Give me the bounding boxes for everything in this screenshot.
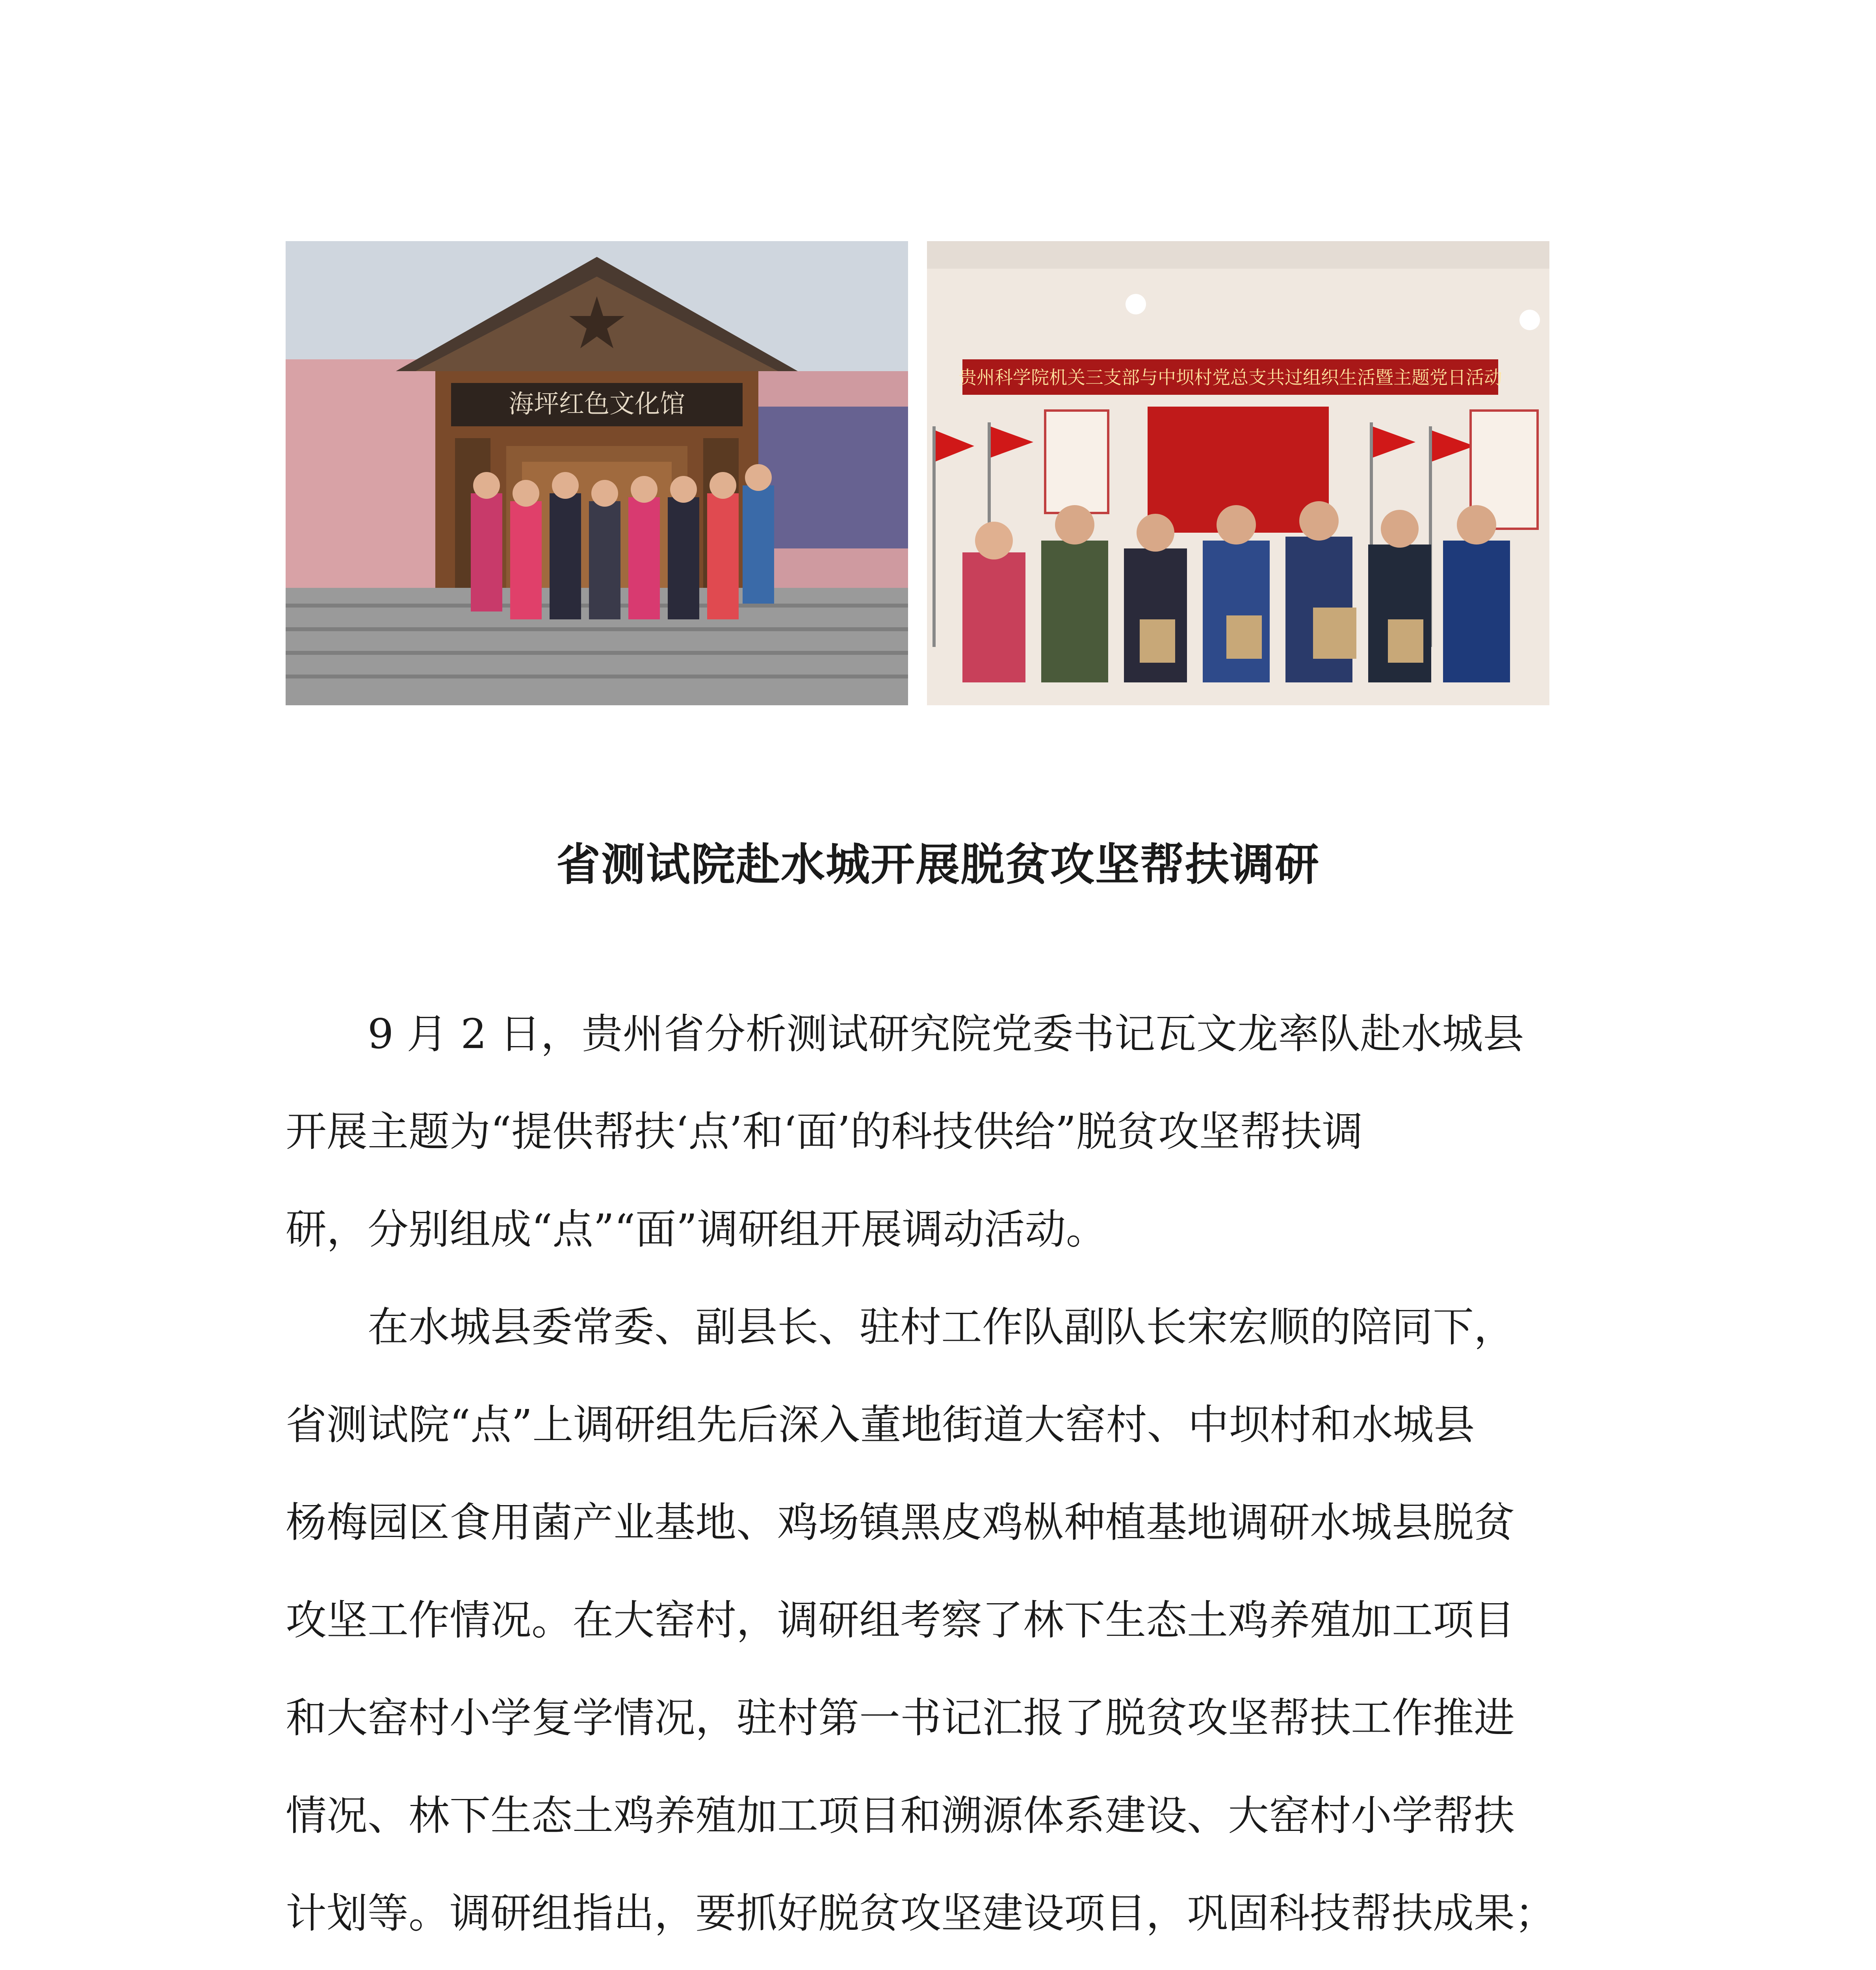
text-line: 开展主题为“提供帮扶‘点’和‘面’的科技供给”脱贫攻坚帮扶调: [286, 1108, 1363, 1156]
museum-sign: 海坪红色文化馆: [509, 390, 685, 419]
text-line: 研，分别组成“点”“面”调研组开展调动活动。: [286, 1205, 1107, 1253]
photo-museum-illustration: [286, 241, 908, 705]
photo-meeting-illustration: [927, 241, 1549, 705]
text-line: 9 月 2 日，贵州省分析测试研究院党委书记瓦文龙率队赴水城县: [368, 1010, 1524, 1058]
text-line: 杨梅园区食用菌产业基地、鸡场镇黑皮鸡枞种植基地调研水城县脱贫: [286, 1498, 1515, 1546]
paragraph-2: [286, 1278, 1603, 1970]
text-line: 攻坚工作情况。在大窑村，调研组考察了林下生态土鸡养殖加工项目: [286, 1596, 1515, 1644]
text-line: 省测试院“点”上调研组先后深入董地街道大窑村、中坝村和水城县: [286, 1401, 1475, 1449]
text-line: 计划等。调研组指出，要抓好脱贫攻坚建设项目，巩固科技帮扶成果；: [286, 1889, 1556, 1937]
meeting-banner: 贵州科学院机关三支部与中坝村党总支共过组织生活暨主题党日活动: [958, 367, 1502, 388]
photo-museum-group: [286, 241, 908, 705]
text-line: 和大窑村小学复学情况，驻村第一书记汇报了脱贫攻坚帮扶工作推进: [286, 1694, 1515, 1742]
text-line: 在水城县委常委、副县长、驻村工作队副队长宋宏顺的陪同下，: [368, 1303, 1515, 1351]
article-body: [286, 985, 1603, 1970]
photo-meeting-group: [927, 241, 1549, 705]
paragraph-1: [286, 985, 1603, 1278]
text-line: [286, 1962, 1603, 1970]
article-title: 省测试院赴水城开展脱贫攻坚帮扶调研: [556, 839, 1320, 890]
text-line: 情况、林下生态土鸡养殖加工项目和溯源体系建设、大窑村小学帮扶: [286, 1792, 1515, 1840]
